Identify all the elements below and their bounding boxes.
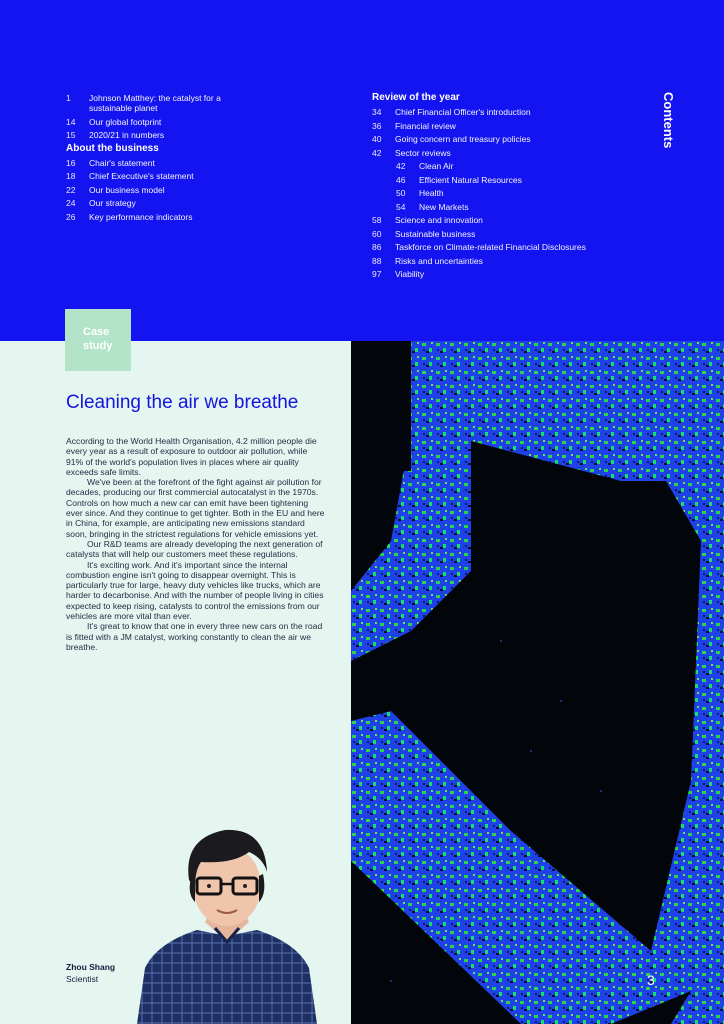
toc-section-heading: About the business [66,142,159,154]
toc-subitem[interactable] [396,202,602,212]
toc-page-number: 88 [372,255,382,266]
body-paragraph: We've been at the forefront of the fight against air pollution for decades, producing our first commercial autocatalyst in the 1970s. Controls on how much a new car can emit have been tightening ever since. And they continue to get tighter. Both in the EU and here in China, for example, are anticipating new emissions standard soon, bringing in the strictest regulations for vehicle emissions yet. [66,477,325,539]
toc-title: Chief Financial Officer's introduction [395,107,531,117]
case-study-body [66,436,326,652]
toc-item[interactable] [372,107,602,117]
toc-page-number: 58 [372,215,382,225]
toc-page-number: 97 [372,269,382,279]
toc-item[interactable] [66,171,266,181]
toc-subitem[interactable] [396,188,602,198]
toc-item[interactable] [372,134,602,144]
toc-item[interactable] [372,121,602,131]
toc-title: Chair's statement [89,157,155,168]
case-study-tab [65,309,131,371]
toc-page-number: 15 [66,130,76,140]
toc-title: Our business model [89,184,165,195]
toc-title: Chief Executive's statement [89,171,194,181]
contents-vertical-label: Contents [661,92,676,149]
toc-page-number: 50 [396,188,406,198]
toc-title: Key performance indicators [89,211,193,222]
toc-page-number: 46 [396,174,406,185]
toc-item[interactable] [66,158,266,168]
toc-title: New Markets [419,201,469,212]
toc-item[interactable] [66,212,266,222]
toc-page-number: 34 [372,107,382,117]
toc-subitem[interactable] [396,161,602,171]
toc-item[interactable] [372,256,602,266]
toc-title: Science and innovation [395,215,483,225]
case-study-tab-line: Case [83,326,110,338]
body-paragraph: According to the World Health Organisation, 4.2 million people die every year as a result of exposure to outdoor air pollution, while 91% of the world's population lives in places where air quality exceeds safe limits. [66,436,317,477]
contents-header-panel [0,0,724,341]
toc-item[interactable] [372,215,602,225]
case-study-heading: Cleaning the air we breathe [66,392,299,413]
scientist-portrait [137,818,317,1024]
toc-page-number: 14 [66,116,76,127]
toc-item[interactable] [372,229,602,239]
toc-page-number: 40 [372,134,382,144]
toc-item[interactable] [372,242,602,252]
toc-title: 2020/21 in numbers [89,130,165,140]
toc-subitem[interactable] [396,175,602,185]
toc-title: Sector reviews [395,147,451,158]
toc-title: Johnson Matthey: the catalyst for a sustainable planet [89,93,221,113]
toc-title: Sustainable business [395,228,476,239]
toc-title: Viability [395,269,425,279]
catalyst-micrograph-image [351,341,724,1024]
toc-item[interactable] [66,185,266,195]
toc-title: Our strategy [89,198,136,208]
toc-page-number: 36 [372,120,382,131]
toc-title: Going concern and treasury policies [395,134,531,144]
toc-page-number: 1 [66,93,71,103]
toc-page-number: 54 [396,201,406,212]
body-paragraph: It's exciting work. And it's important since the internal combustion engine isn't going to disappear overnight. This is particularly true for large, heavy duty vehicles like trucks, which are harder to decarbonise. And with the number of people living in cities expected to keep rising, catalysts to control the emissions from our vehicles are more vital than ever. [66,559,324,622]
micrograph-graphic [351,341,724,1024]
toc-left-column [66,93,266,225]
toc-page-number: 26 [66,211,76,222]
toc-title: Taskforce on Climate-related Financial Disclosures [395,242,586,252]
toc-page-number: 22 [66,184,76,195]
toc-item[interactable] [372,148,602,158]
toc-page-number: 18 [66,171,76,181]
toc-item[interactable] [66,117,266,127]
page-number: 3 [647,972,655,988]
person-role: Scientist [66,974,99,984]
toc-title: Efficient Natural Resources [419,174,522,185]
toc-page-number: 86 [372,242,382,252]
person-name: Zhou Shang [66,962,116,972]
toc-page-number: 42 [372,147,382,158]
body-paragraph: Our R&D teams are already developing the next generation of catalysts that will help our customers meet these regulations. [66,538,323,560]
toc-title: Health [419,188,444,198]
toc-section-heading: Review of the year [372,92,460,103]
toc-title: Risks and uncertainties [395,255,483,266]
toc-item[interactable] [66,198,266,208]
toc-title: Financial review [395,120,456,131]
toc-page-number: 16 [66,157,76,168]
case-study-tab-line: study [83,340,113,352]
toc-item[interactable] [66,93,266,113]
toc-page-number: 24 [66,198,76,208]
toc-page-number: 42 [396,161,406,171]
toc-title: Clean Air [419,161,454,171]
toc-right-column [372,93,602,283]
toc-item[interactable] [372,269,602,279]
body-paragraph: It's great to know that one in every three new cars on the road is fitted with a JM catalyst, working constantly to clean the air we breathe. [66,621,323,652]
toc-item[interactable] [66,130,266,140]
toc-title: Our global footprint [89,116,162,127]
toc-page-number: 60 [372,228,382,239]
